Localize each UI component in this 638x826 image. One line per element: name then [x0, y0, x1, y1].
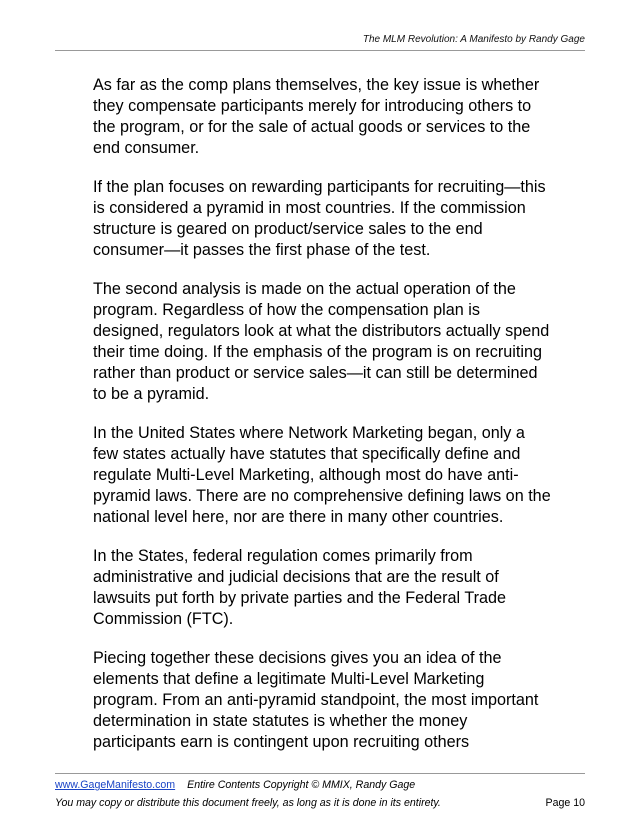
footer-divider: [55, 773, 585, 774]
header-divider: [55, 50, 585, 51]
paragraph-second-analysis: The second analysis is made on the actual operation of the program. Regardless of how the compensation plan is designed, regulators look at what the distributors actually spend their time doing. If the emphasis of the program is on recruiting rather than product or service sales—it can still be determined to be a pyramid.: [93, 280, 550, 403]
paragraph-comp-plans: As far as the comp plans themselves, the key issue is whether they compensate participants merely for introducing others to the program, or for the sale of actual goods or services to the end consumer.: [93, 76, 540, 157]
running-header: The MLM Revolution: A Manifesto by Randy Gage: [362, 34, 585, 45]
paragraph-piecing-together: Piecing together these decisions gives you an idea of the elements that define a legitimate Multi-Level Marketing program. From an anti-pyramid standpoint, the most important determination in state statutes is whether the money participants earn is contingent upon recruiting others: [93, 649, 539, 751]
paragraph-united-states: In the United States where Network Marketing began, only a few states actually have statutes that specifically define and regulate Multi-Level Marketing, although most do have anti-pyramid laws. There are no comprehensive defining laws on the national level here, nor are there in many other countries.: [93, 424, 551, 526]
website-link[interactable]: www.GageManifesto.com: [55, 779, 176, 791]
paragraph-federal-regulation: In the States, federal regulation comes primarily from administrative and judicial decisions that are the result of lawsuits put forth by private parties and the Federal Trade Commission (FTC).: [93, 547, 507, 628]
page-number: Page 10: [545, 797, 585, 809]
paragraph-recruiting-focus: If the plan focuses on rewarding participants for recruiting—this is considered a pyramid in most countries. If the commission structure is geared on product/service sales to the end consumer—it passes the first phase of the test.: [93, 178, 546, 259]
copyright-text: Entire Contents Copyright © MMIX, Randy Gage: [187, 779, 416, 791]
page-body: [93, 75, 553, 771]
footer-top-line: [55, 779, 585, 792]
footer-bottom-line: [55, 797, 585, 810]
distribution-notice: You may copy or distribute this document freely, as long as it is done in its entirety.: [55, 797, 441, 809]
